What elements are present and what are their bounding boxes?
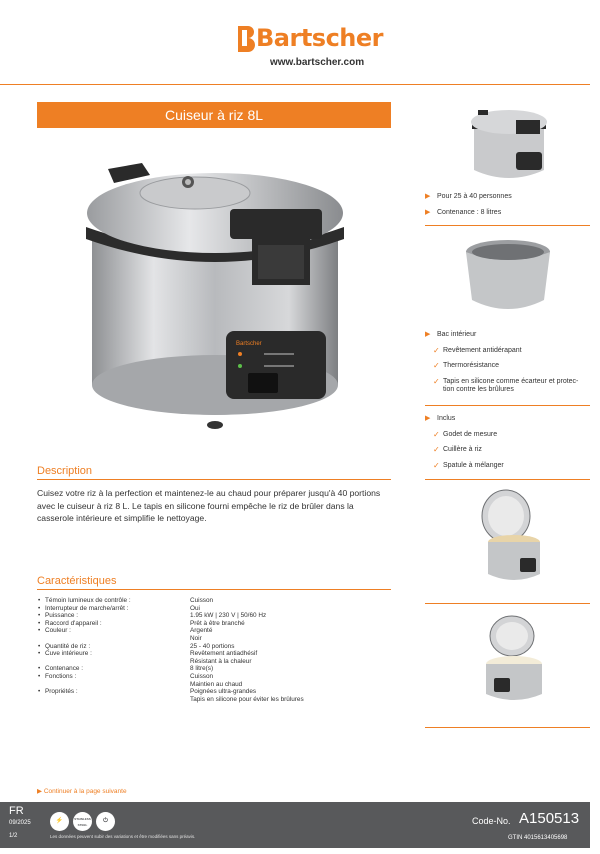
feature-item [425, 193, 512, 202]
bowl-item-text: Thermorésistance [443, 362, 500, 369]
bowl-item [425, 362, 578, 371]
included-item-text: Godet de mesure [443, 430, 498, 438]
spec-key: • Cuve intérieure : [37, 650, 190, 658]
spec-key: • Témoin lumineux de contrôle : [37, 597, 190, 605]
side-divider [425, 405, 590, 406]
spec-row [37, 627, 391, 635]
brand-url[interactable]: www.bartscher.com [270, 57, 365, 68]
check-icon: ✓ [433, 345, 440, 355]
spec-row [37, 620, 391, 628]
side-divider [425, 479, 590, 480]
bowl-item [425, 378, 578, 387]
triangle-bullet-icon: ▶ [425, 208, 431, 216]
feature-text: Contenance : 8 litres [437, 208, 502, 216]
included-item [425, 462, 504, 471]
footer-date: 09/2025 [9, 820, 31, 826]
footer-language: FR [9, 805, 24, 817]
spec-value: 1.95 kW | 230 V | 50/60 Hz [190, 612, 267, 620]
specs-heading: Caractéristiques [37, 575, 391, 590]
side-divider [425, 225, 590, 226]
bowl-list [425, 331, 578, 402]
spec-key [37, 681, 190, 689]
spec-value: Résistant à la chaleur [190, 657, 252, 665]
description-text: Cuisez votre riz à la perfection et maintenez-le au chaud pour préparer jusqu'à 40 portions avec le cuiseur à riz 8 L. Le tapis en silicone fourni empêche le riz de brûler dans la casserole intérieure et simplifie le nettoyage. [37, 488, 381, 523]
specs-list [37, 597, 391, 703]
feature-list [425, 193, 512, 224]
spec-key: • Propriétés : [37, 688, 190, 696]
power-icon: ⚡ [50, 812, 69, 831]
logo-mark-icon [234, 24, 256, 52]
spec-row [37, 665, 391, 673]
spec-row [37, 605, 391, 613]
spec-row [37, 643, 391, 651]
continue-text: Continuer à la page suivante [43, 788, 127, 795]
code-box [412, 802, 590, 848]
plug-icon: ⏻ [96, 812, 115, 831]
panel-brand-text: Bartscher [236, 341, 262, 347]
triangle-bullet-icon: ▶ [37, 788, 44, 795]
included-heading-item [425, 415, 504, 424]
inner-bowl-image [462, 238, 554, 316]
bowl-item-text: Revêtement antidérapant [443, 346, 522, 354]
spec-row [37, 696, 391, 704]
included-list [425, 415, 504, 477]
header [0, 0, 600, 84]
spec-row [37, 597, 391, 605]
bowl-item-text: Tapis en silicone comme écarteur et protec- [443, 377, 579, 385]
footer-disclaimer: Les données peuvent subir des variations et être modifiées sans préavis. [50, 834, 196, 839]
spec-key: • Raccord d'appareil : [37, 620, 190, 628]
check-icon: ✓ [433, 429, 440, 439]
bowl-item [425, 347, 578, 356]
product-title: Cuiseur à riz 8L [37, 102, 391, 128]
spec-row [37, 650, 391, 658]
spec-value: 25 - 40 portions [190, 642, 235, 650]
spec-row [37, 673, 391, 681]
bowl-item [425, 386, 578, 395]
spec-value: Oui [190, 604, 200, 612]
footer-page: 1/2 [9, 833, 18, 839]
feature-item [425, 209, 512, 218]
spec-value: Noir [190, 634, 202, 642]
spec-row [37, 612, 391, 620]
product-code: A150513 [519, 810, 580, 827]
spec-key: • Contenance : [37, 665, 190, 673]
included-item-text: Spatule à mélanger [443, 461, 504, 469]
included-item [425, 431, 504, 440]
spec-key [37, 635, 190, 643]
spec-row [37, 658, 391, 666]
check-icon: ✓ [433, 376, 440, 386]
spec-key: • Puissance : [37, 612, 190, 620]
triangle-bullet-icon: ▶ [425, 415, 431, 422]
footer-bar [0, 802, 590, 848]
product-main-image [80, 145, 350, 445]
spec-value: Tapis en silicone pour éviter les brûlures [190, 695, 304, 703]
spec-value: Poignées ultra-grandes [190, 688, 257, 696]
spec-value: Cuisson [190, 672, 214, 680]
spec-row [37, 635, 391, 643]
brand-name: Bartscher [256, 24, 384, 52]
open-cooker-filled-image [480, 614, 550, 706]
included-heading: Inclus [437, 415, 456, 422]
spec-key [37, 658, 190, 666]
feature-text: Pour 25 à 40 personnes [437, 193, 512, 200]
gtin-number: GTIN 4015613405698 [508, 835, 568, 841]
continue-link[interactable] [37, 787, 127, 795]
spec-key: • Fonctions : [37, 673, 190, 681]
side-divider [425, 603, 590, 604]
spec-value: Argenté [190, 627, 213, 635]
spec-value: Revêtement antiadhésif [190, 650, 258, 658]
spec-value: Prêt à être branché [190, 619, 245, 627]
included-item [425, 446, 504, 455]
brand-logo[interactable] [234, 18, 384, 72]
spec-row [37, 681, 391, 689]
spec-key [37, 696, 190, 704]
spec-key: • Interrupteur de marche/arrêt : [37, 605, 190, 613]
spec-row [37, 688, 391, 696]
triangle-bullet-icon: ▶ [425, 193, 431, 200]
spec-value: 8 litre(s) [190, 665, 214, 673]
included-item-text: Cuillère à riz [443, 446, 482, 453]
side-divider [425, 727, 590, 728]
triangle-bullet-icon: ▶ [425, 331, 431, 338]
bowl-item-text: tion contre les brûlures [443, 386, 514, 393]
code-label: Code-No. [472, 816, 511, 826]
product-thumbnail [468, 104, 550, 184]
spec-value: Maintien au chaud [190, 680, 243, 688]
bowl-heading: Bac intérieur [437, 331, 477, 338]
check-icon: ✓ [433, 445, 440, 454]
spec-value: Cuisson [190, 597, 214, 604]
spec-key: • Quantité de riz : [37, 643, 190, 651]
check-icon: ✓ [433, 361, 440, 370]
stainless-steel-icon: STAINLESS STEEL [73, 812, 92, 831]
header-divider [0, 84, 590, 85]
description-heading: Description [37, 465, 391, 480]
open-cooker-image [476, 488, 546, 586]
check-icon: ✓ [433, 460, 440, 470]
bowl-heading-item [425, 331, 578, 340]
spec-key: • Couleur : [37, 627, 190, 635]
